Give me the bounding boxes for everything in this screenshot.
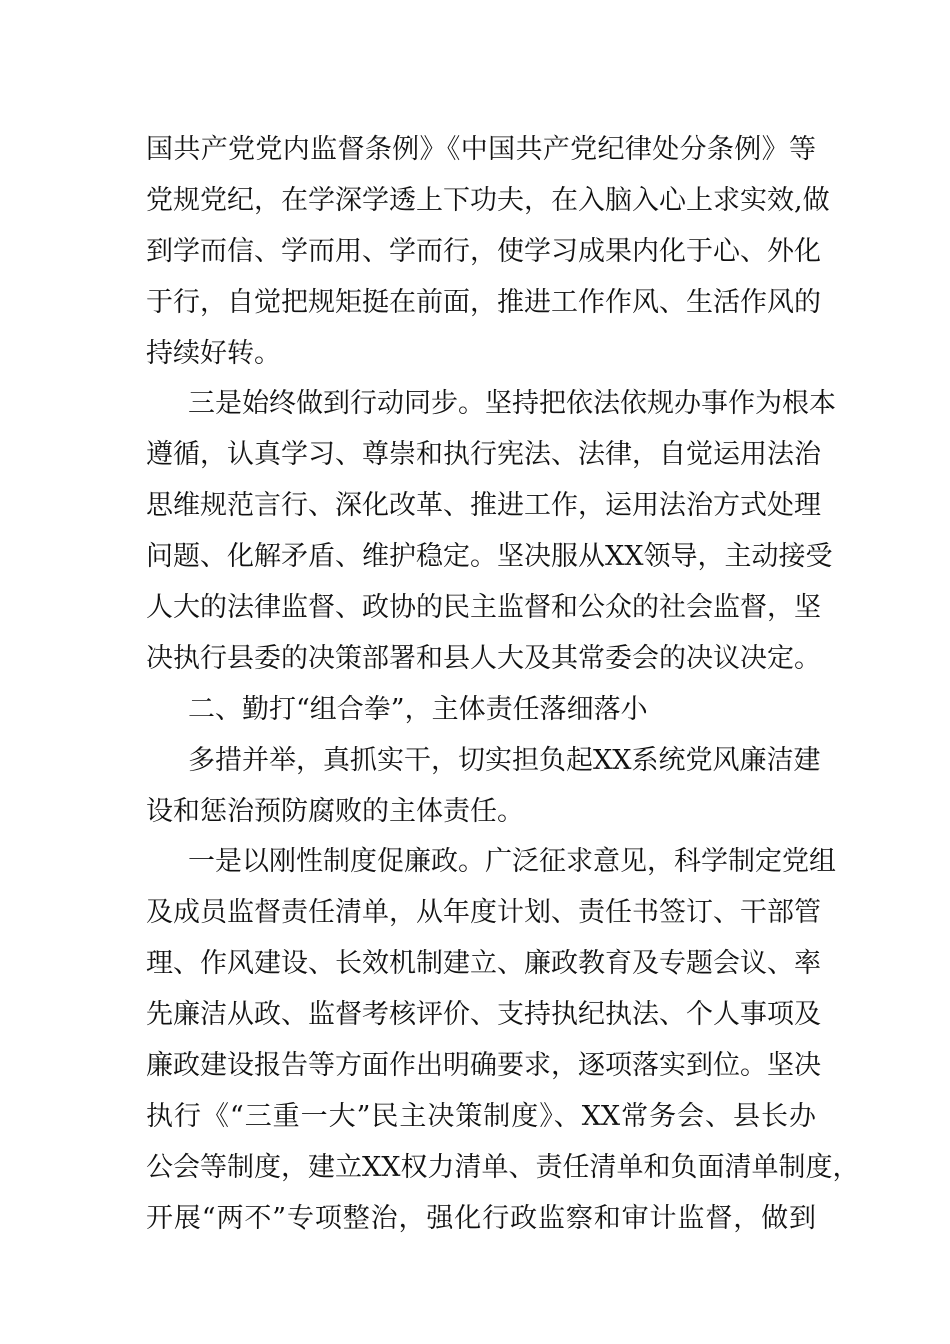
body-text bbox=[146, 125, 860, 1245]
text-line: 党规党纪，在学深学透上下功夫，在入脑入心上求实效,做 bbox=[146, 184, 830, 216]
paragraph-start-line: 三是始终做到行动同步。坚持把依法依规办事作为根本 bbox=[188, 388, 836, 420]
text-line: 执行《“三重一大”民主决策制度》、XX常务会、县长办 bbox=[146, 1100, 816, 1132]
text-line: 国共产党党内监督条例》《中国共产党纪律处分条例》等 bbox=[146, 134, 816, 165]
paragraph-start-line: 多措并举，真抓实干，切实担负起XX系统党风廉洁建 bbox=[188, 744, 821, 776]
text-line: 问题、化解矛盾、维护稳定。坚决服从XX领导，主动接受 bbox=[146, 541, 833, 573]
text-line: 于行，自觉把规矩挺在前面，推进工作作风、生活作风的 bbox=[146, 286, 821, 318]
text-line: 先廉洁从政、监督考核评价、支持执纪执法、个人事项及 bbox=[146, 999, 821, 1031]
text-line: 人大的法律监督、政协的民主监督和公众的社会监督，坚 bbox=[146, 592, 821, 624]
text-line: 及成员监督责任清单，从年度计划、责任书签订、干部管 bbox=[146, 897, 821, 929]
text-line: 思维规范言行、深化改革、推进工作，运用法治方式处理 bbox=[146, 490, 821, 522]
paragraph-start-line: 一是以刚性制度促廉政。广泛征求意见，科学制定党组 bbox=[188, 846, 836, 878]
text-line: 持续好转。 bbox=[146, 337, 281, 369]
section-heading: 二、勤打“组合拳”，主体责任落细落小 bbox=[188, 693, 648, 725]
text-line: 遵循，认真学习、尊崇和执行宪法、法律，自觉运用法治 bbox=[146, 439, 821, 471]
text-line: 理、作风建设、长效机制建立、廉政教育及专题会议、率 bbox=[146, 948, 821, 980]
text-line: 到学而信、学而用、学而行，使学习成果内化于心、外化 bbox=[146, 235, 821, 267]
text-line: 设和惩治预防腐败的主体责任。 bbox=[146, 795, 524, 827]
text-line: 开展“两不”专项整治，强化行政监察和审计监督，做到 bbox=[146, 1202, 816, 1234]
text-line: 廉政建设报告等方面作出明确要求，逐项落实到位。坚决 bbox=[146, 1050, 821, 1082]
text-line: 决执行县委的决策部署和县人大及其常委会的决议决定。 bbox=[146, 642, 821, 674]
text-line: 公会等制度，建立XX权力清单、责任清单和负面清单制度， bbox=[146, 1151, 860, 1183]
